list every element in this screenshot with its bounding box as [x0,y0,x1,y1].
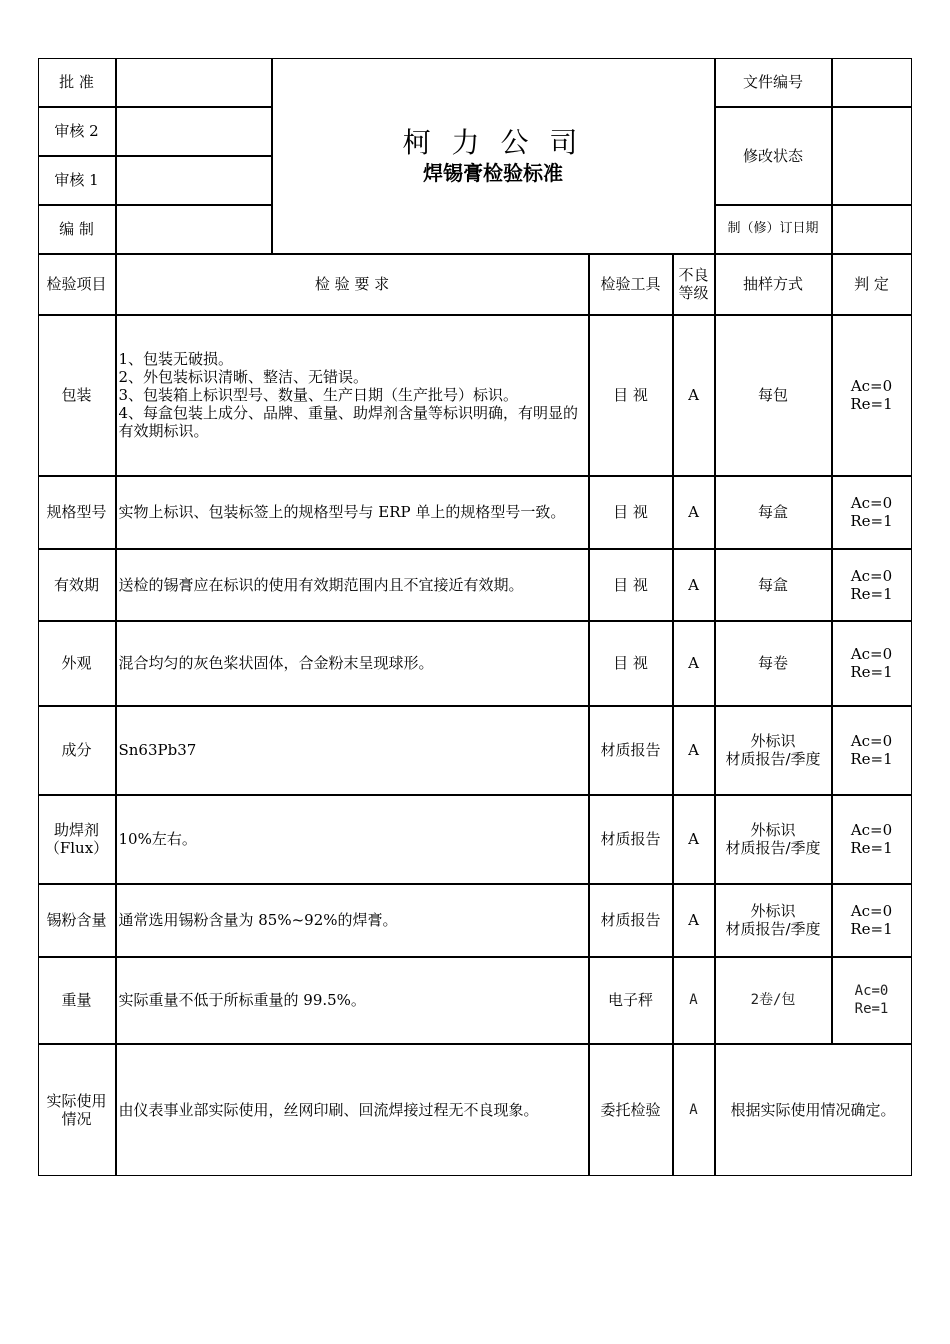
row-requirement [116,315,589,476]
judgement-re: Re=1 [850,395,893,413]
row-sampling: 每盒 [715,476,832,549]
sampling-line: 外标识 [750,902,796,920]
col-header-sampling: 抽样方式 [715,254,832,315]
judgement-ac: Ac=0 [850,821,893,839]
approve-value [116,58,272,107]
row-sampling [715,884,832,957]
judgement-ac: Ac=0 [850,566,893,585]
document-title: 焊锡膏检验标准 [423,160,563,185]
row-sampling: 每卷 [715,621,832,706]
row-requirement: 10%左右。 [116,795,589,884]
row-requirement: 由仪表事业部实际使用，丝网印刷、回流焊接过程无不良现象。 [116,1044,589,1176]
judgement-ac: Ac=0 [854,983,889,999]
row-grade: A [673,795,715,884]
review1-label: 审核 1 [38,156,116,205]
col-header-item: 检验项目 [38,254,116,315]
row-tool: 目 视 [589,476,673,549]
row-tool: 电子秤 [589,957,673,1044]
row-tool: 材质报告 [589,884,673,957]
company-name: 柯 力 公 司 [402,125,584,159]
requirement-line: 4、每盒包装上成分、品牌、重量、助焊剂含量等标识明确，有明显的有效期标识。 [118,404,579,440]
item-line: 助焊剂 [53,821,99,839]
row-judgement [832,795,912,884]
revision-value [832,107,912,205]
sampling-line: 外标识 [750,821,796,839]
row-judgement [832,957,912,1044]
item-line: 情况 [61,1109,92,1128]
col-header-defect-grade: 不良等级 [673,254,715,315]
judgement-re: Re=1 [854,1001,889,1017]
judgement-re: Re=1 [850,584,893,603]
row-tool: 委托检验 [589,1044,673,1176]
judgement-ac: Ac=0 [850,902,893,920]
judgement-ac: Ac=0 [850,732,893,750]
approve-label: 批 准 [38,58,116,107]
row-item: 成分 [38,706,116,795]
row-sampling [715,706,832,795]
judgement-re: Re=1 [850,920,893,938]
requirement-line: 3、包装箱上标识型号、数量、生产日期（生产批号）标识。 [118,386,519,404]
requirement-line: 1、包装无破损。 [118,350,234,368]
item-line: 实际使用 [46,1091,107,1110]
col-header-requirement: 检 验 要 求 [116,254,589,315]
row-grade: A [673,621,715,706]
row-item: 外观 [38,621,116,706]
judgement-ac: Ac=0 [850,377,893,395]
row-item: 规格型号 [38,476,116,549]
row-requirement: 送检的锡膏应在标识的使用有效期范围内且不宜接近有效期。 [116,549,589,621]
row-requirement: Sn63Pb37 [116,706,589,795]
item-line: （Flux） [44,839,109,857]
judgement-re: Re=1 [850,512,893,530]
row-grade: A [673,884,715,957]
row-sampling: 每包 [715,315,832,476]
requirement-line: 2、外包装标识清晰、整洁、无错误。 [118,368,369,386]
review2-value [116,107,272,156]
row-item: 包装 [38,315,116,476]
judgement-re: Re=1 [850,750,893,768]
judgement-ac: Ac=0 [850,494,893,512]
compile-value [116,205,272,254]
row-item [38,795,116,884]
row-tool: 材质报告 [589,795,673,884]
row-sampling: 每盒 [715,549,832,621]
row-grade: A [673,549,715,621]
row-tool: 目 视 [589,315,673,476]
row-sampling [715,795,832,884]
row-judgement [832,476,912,549]
review1-value [116,156,272,205]
row-requirement: 混合均匀的灰色桨状固体，合金粉末呈现球形。 [116,621,589,706]
sampling-line: 外标识 [750,732,796,750]
row-requirement: 通常选用锡粉含量为 85%~92%的焊膏。 [116,884,589,957]
row-grade: A [673,315,715,476]
row-tool: 目 视 [589,621,673,706]
title-block [272,58,715,254]
row-judgement [832,549,912,621]
row-tool: 目 视 [589,549,673,621]
row-item: 锡粉含量 [38,884,116,957]
row-judgement [832,315,912,476]
row-grade: A [673,476,715,549]
judgement-ac: Ac=0 [850,645,893,663]
row-sampling: 2卷/包 [715,957,832,1044]
row-requirement: 实物上标识、包装标签上的规格型号与 ERP 单上的规格型号一致。 [116,476,589,549]
date-label: 制（修）订日期 [715,205,832,254]
col-header-tool: 检验工具 [589,254,673,315]
doc-no-label: 文件编号 [715,58,832,107]
row-judgement [832,884,912,957]
sampling-line: 材质报告/季度 [725,839,821,857]
col-header-judgement: 判 定 [832,254,912,315]
inspection-standard-sheet [38,58,912,1176]
row-item: 有效期 [38,549,116,621]
row-item: 重量 [38,957,116,1044]
sampling-line: 材质报告/季度 [725,750,821,768]
date-value [832,205,912,254]
row-judgement [832,706,912,795]
compile-label: 编 制 [38,205,116,254]
row-tool: 材质报告 [589,706,673,795]
row-requirement: 实际重量不低于所标重量的 99.5%。 [116,957,589,1044]
row-judgement [832,621,912,706]
judgement-re: Re=1 [850,663,893,681]
sampling-line: 材质报告/季度 [725,920,821,938]
row-grade: A [673,706,715,795]
doc-no-value [832,58,912,107]
revision-label: 修改状态 [715,107,832,205]
row-grade: A [673,1044,715,1176]
row-grade: A [673,957,715,1044]
judgement-re: Re=1 [850,839,893,857]
row-sampling-judgement: 根据实际使用情况确定。 [715,1044,912,1176]
row-item [38,1044,116,1176]
review2-label: 审核 2 [38,107,116,156]
